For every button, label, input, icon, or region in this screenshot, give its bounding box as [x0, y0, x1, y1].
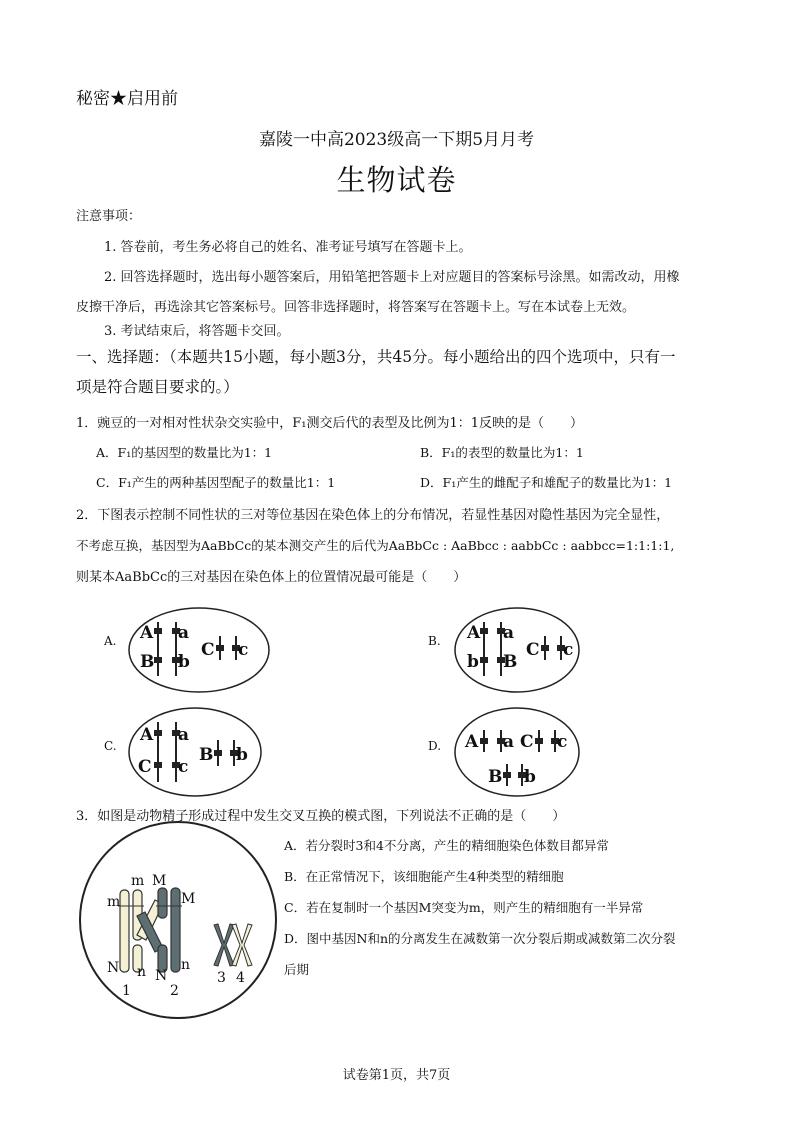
q1-option-d: D．F₁产生的雌配子和雄配子的数量比为1：1	[420, 475, 673, 490]
q2-d-gene-b: b	[524, 767, 536, 787]
q2-d-gene-C: C	[520, 732, 534, 752]
q2-c-gene-B: B	[199, 745, 214, 765]
q3-chromatid-2b	[171, 888, 180, 972]
q2-a-gene-B: B	[140, 652, 155, 672]
q2-b-gene-c: c	[563, 640, 574, 660]
q3-label-M-right: M	[181, 891, 196, 907]
q3-label-4: 4	[236, 970, 245, 986]
q3-label-N-left: N	[107, 960, 120, 976]
notice-heading: 注意事项：	[76, 209, 142, 224]
q2-stem-line-2: 不考虑互换，基因型为AaBbCc的某本测交产生的后代为AaBbCc : AaBbcc : aabbCc : aabbcc=1:1:1:1,	[76, 538, 675, 553]
q2-d-gene-a: a	[503, 732, 515, 752]
q2-a-gene-C: C	[201, 640, 215, 660]
q3-label-m-left: m	[107, 894, 121, 910]
q2-c-gene-C: C	[138, 757, 152, 777]
q3-option-c: C．若在复制时一个基因M突变为m，则产生的精细胞有一半异常	[284, 900, 644, 915]
subject-title: 生物试卷	[336, 163, 457, 197]
q2-a-gene-a: a	[178, 623, 190, 643]
q2-stem-line-1: 2．下图表示控制不同性状的三对等位基因在染色体上的分布情况，若显性基因对隐性基因为完全显性，	[76, 508, 670, 523]
q2-option-c-label: C.	[104, 739, 117, 753]
q3-option-a: A．若分裂时3和4不分离，产生的精细胞染色体数目都异常	[284, 838, 609, 853]
q2-c-gene-A: A	[140, 725, 154, 745]
q1-option-c: C．F₁产生的两种基因型配子的数量比1：1	[96, 475, 336, 490]
q2-option-d-label: D.	[428, 739, 442, 753]
notice-item-3: 3. 考试结束后，将答题卡交回。	[104, 324, 290, 339]
section-heading-line-1: 一、选择题：（本题共15小题，每小题3分，共45分。每小题给出的四个选项中，只有一	[76, 348, 676, 366]
q2-option-b-label: B.	[428, 634, 441, 648]
q2-b-gene-b: b	[467, 652, 479, 672]
q3-label-n-right: n	[181, 957, 191, 973]
section-heading-line-2: 项是符合题目要求的。）	[76, 378, 239, 396]
q2-d-gene-A: A	[465, 732, 479, 752]
q2-d-gene-c: c	[557, 732, 568, 752]
q2-b-gene-a: a	[503, 623, 515, 643]
q3-option-b: B．在正常情况下，该细胞能产生4种类型的精细胞	[284, 869, 564, 884]
q3-label-N-mid: N	[155, 968, 168, 984]
q3-chromatid-1a	[120, 890, 129, 972]
q3-option-d-line-1: D．图中基因N和n的分离发生在减数第一次分裂后期或减数第二次分裂	[284, 931, 676, 946]
q1-stem: 1．豌豆的一对相对性状杂交实验中，F₁测交后代的表型及比例为1：1反映的是（ ）	[76, 416, 584, 431]
q2-c-gene-c: c	[178, 757, 189, 777]
q1-option-a: A．F₁的基因型的数量比为1：1	[96, 445, 273, 460]
q2-c-gene-b: b	[236, 745, 248, 765]
q3-label-m-top: m	[131, 873, 145, 889]
q2-b-gene-A: A	[467, 623, 481, 643]
q3-stem: 3．如图是动物精子形成过程中发生交叉互换的模式图，下列说法不正确的是（ ）	[76, 809, 566, 824]
q3-label-1: 1	[122, 983, 131, 999]
page-footer: 试卷第1页，共7页	[342, 1068, 451, 1083]
q3-chromatid-2a	[158, 888, 167, 918]
q2-c-gene-a: a	[178, 725, 190, 745]
q3-option-d-line-2: 后期	[284, 962, 310, 977]
q1-option-b: B．F₁的表型的数量比为1：1	[420, 445, 584, 460]
q3-chromosome-3	[214, 924, 234, 966]
exam-title: 嘉陵一中高2023级高一下期5月月考	[258, 130, 535, 150]
notice-item-1: 1. 答卷前，考生务必将自己的姓名、准考证号填写在答题卡上。	[104, 240, 472, 255]
q2-stem-line-3: 则某本AaBbCc的三对基因在染色体上的位置情况最可能是（ ）	[76, 570, 467, 585]
q2-option-a-label: A.	[104, 634, 117, 648]
q2-d-gene-B: B	[488, 767, 503, 787]
q2-a-gene-A: A	[140, 623, 154, 643]
q3-label-M-top: M	[152, 873, 167, 889]
notice-item-2-line-2: 皮擦干净后，再选涂其它答案标号。回答非选择题时，将答案写在答题卡上。写在本试卷上无效。	[76, 300, 636, 315]
q3-chromosome-4	[232, 924, 252, 966]
q3-label-2: 2	[170, 983, 179, 999]
notice-item-2-line-1: 2. 回答选择题时，选出每小题答案后，用铅笔把答题卡上对应题目的答案标号涂黑。如需改动，用橡	[104, 270, 680, 285]
q2-a-gene-b: b	[178, 652, 190, 672]
q3-label-n-mid: n	[137, 964, 147, 980]
secret-label: 秘密★启用前	[76, 89, 178, 109]
q3-label-3: 3	[217, 970, 226, 986]
q2-b-gene-B: B	[503, 652, 518, 672]
q2-a-gene-c: c	[238, 640, 249, 660]
q2-b-gene-C: C	[526, 640, 540, 660]
